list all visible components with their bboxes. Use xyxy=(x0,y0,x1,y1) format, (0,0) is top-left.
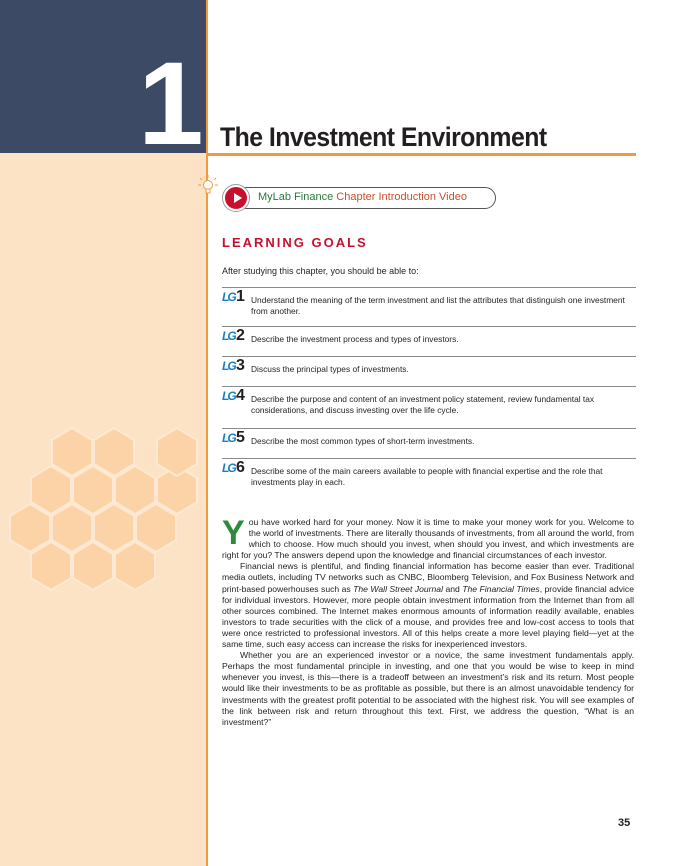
vertical-divider xyxy=(206,0,208,866)
body-paragraph: Whether you are an experienced investor or a novice, the same investment fundamentals apply. Perhaps the most fundamental principle in investing, and one that you would be wise to keep in mind whenever you invest, is this—there is a tradeoff between an investment’s risk and its return. Most people would like their investments to be as profitable as possible, but there is an almost unavoidable tendency for investments with the greatest profit potential to be associated with the highest risk. You will see examples of the link between risk and return throughout this text. First, we address the question, “What is an investment?” xyxy=(222,650,634,727)
title-underline xyxy=(207,153,636,156)
lg-badge-icon: LG 5 xyxy=(222,429,245,446)
learning-goal-text: Discuss the principal types of investments. xyxy=(251,364,409,374)
lg-badge-icon: LG 6 xyxy=(222,459,245,476)
learning-goal-text: Describe the most common types of short-term investments. xyxy=(251,436,475,446)
chapter-number: 1 xyxy=(138,38,200,170)
learning-goal xyxy=(222,428,636,458)
chapter-title: The Investment Environment xyxy=(220,122,547,152)
lg-badge-icon: LG 1 xyxy=(222,288,245,305)
body-paragraph: You have worked hard for your money. Now it is time to make your money work for you. Welcome to the world of investments. There are literally thousands of investments, from all around the world, from which to choose. How much should you invest, when should you invest, and which investments are right for you? The answers depend upon the knowledge and financial circumstances of each investor. xyxy=(222,514,634,561)
play-icon[interactable] xyxy=(223,185,249,211)
lightbulb-icon xyxy=(197,174,219,196)
lg-badge-icon: LG 2 xyxy=(222,327,245,344)
page-number: 35 xyxy=(618,817,631,829)
learning-goal xyxy=(222,326,636,356)
learning-goal xyxy=(222,386,636,428)
video-brand: MyLab Finance xyxy=(258,191,334,203)
learning-goal-text: Understand the meaning of the term investment and list the attributes that distinguish one investment from another. xyxy=(251,295,625,316)
chapter-body-text xyxy=(222,514,634,728)
learning-goals-heading: LEARNING GOALS xyxy=(222,235,368,250)
chapter-video-link[interactable] xyxy=(224,187,496,209)
learning-goal xyxy=(222,356,636,386)
learning-goal-text: Describe the investment process and types of investors. xyxy=(251,334,459,344)
learning-goal xyxy=(222,287,636,326)
learning-goal-text: Describe some of the main careers available to people with financial expertise and the role that investments play in each. xyxy=(251,466,603,487)
learning-goals-intro: After studying this chapter, you should be able to: xyxy=(222,266,419,276)
lg-badge-icon: LG 4 xyxy=(222,387,245,404)
learning-goal xyxy=(222,458,636,499)
hexagon-pattern-decoration xyxy=(0,420,207,660)
learning-goals-list xyxy=(222,287,636,499)
learning-goal-text: Describe the purpose and content of an investment policy statement, review fundamental tax considerations, and discuss investing over the life cycle. xyxy=(251,394,595,415)
lg-badge-icon: LG 3 xyxy=(222,357,245,374)
drop-cap: Y xyxy=(222,514,245,552)
body-paragraph: Financial news is plentiful, and finding financial information has become easier than ever. Traditional media outlets, including TV networks such as CNBC, Bloomberg Television, and Fox Business Network and print-based powerhouses such as The Wall Street Journal and The Financial Times, provide financial advice for individual investors. However, more people obtain investment information from the Internet than from all other sources combined. The Internet makes enormous amounts of information readily available, enables investors to trade securities with the click of a mouse, and provides free and low-cost access to tools that were once restricted to professional investors. All of this helps create a more level playing field—yet at the same time, such easy access can increase the risks for inexperienced investors. xyxy=(222,561,634,650)
video-label: Chapter Introduction Video xyxy=(336,191,467,203)
